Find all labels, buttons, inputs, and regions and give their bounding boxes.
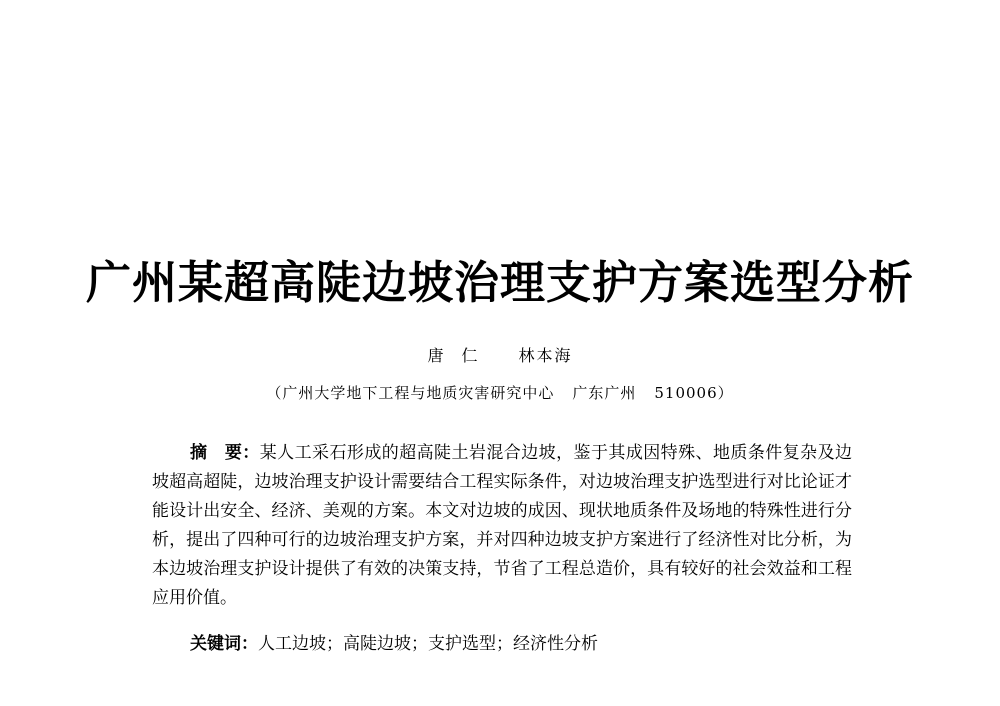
author-name: 林本海 xyxy=(518,346,573,365)
affiliation-institution: （广州大学地下工程与地质灾害研究中心 xyxy=(266,384,555,402)
abstract-label: 摘 要： xyxy=(190,443,260,463)
keywords xyxy=(190,630,890,659)
affiliation xyxy=(0,382,1000,404)
author-name: 唐仁 xyxy=(427,346,496,365)
author-list xyxy=(0,344,1000,368)
affiliation-zip: 510006） xyxy=(654,384,734,402)
abstract xyxy=(152,439,852,613)
keywords-label: 关键词： xyxy=(190,634,258,654)
paper-title: 广州某超高陡边坡治理支护方案选型分析 xyxy=(85,256,914,309)
keywords-text: 人工边坡；高陡边坡；支护选型；经济性分析 xyxy=(258,634,598,654)
abstract-text: 某人工采石形成的超高陡土岩混合边坡，鉴于其成因特殊、地质条件复杂及边坡超高超陡，边坡治理支护设计需要结合工程实际条件，对边坡治理支护选型进行对比论证才能设计出安全、经济、美观的方案。本文对边坡的成因、现状地质条件及场地的特殊性进行分析，提出了四种可行的边坡治理支护方案，并对四种边坡支护方案进行了经济性对比分析，为本边坡治理支护设计提供了有效的决策支持，节省了工程总造价，具有较好的社会效益和工程应用价值。 xyxy=(152,443,853,608)
affiliation-city: 广东广州 xyxy=(572,384,637,402)
